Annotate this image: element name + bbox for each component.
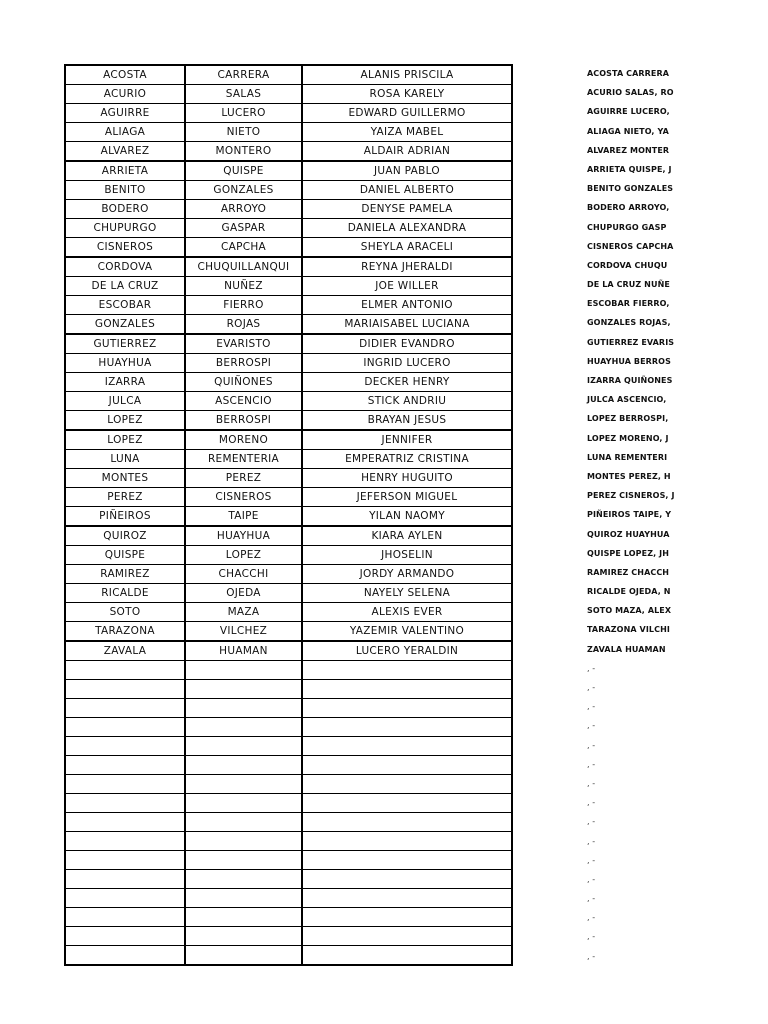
table-row bbox=[65, 296, 512, 315]
given-names-cell[interactable]: ALEXIS EVER bbox=[302, 603, 512, 622]
given-names-cell[interactable]: DECKER HENRY bbox=[302, 373, 512, 392]
maternal-surname-cell[interactable]: BERROSPI bbox=[185, 411, 302, 431]
concatenated-name: QUISPE LOPEZ, JH bbox=[587, 548, 669, 558]
paternal-surname-cell[interactable] bbox=[65, 775, 185, 794]
paternal-surname-cell[interactable] bbox=[65, 794, 185, 813]
table-row bbox=[65, 181, 512, 200]
concatenated-name: CORDOVA CHUQU bbox=[587, 260, 668, 270]
maternal-surname-cell[interactable] bbox=[185, 946, 302, 966]
maternal-surname-cell[interactable] bbox=[185, 889, 302, 908]
paternal-surname-cell[interactable]: QUIROZ bbox=[65, 526, 185, 546]
table-row bbox=[65, 200, 512, 219]
student-roster-table bbox=[64, 64, 513, 966]
concatenated-name: JULCA ASCENCIO, bbox=[587, 395, 667, 405]
concatenated-name: , - bbox=[587, 798, 596, 808]
maternal-surname-cell[interactable]: CARRERA bbox=[185, 65, 302, 85]
given-names-cell[interactable] bbox=[302, 718, 512, 737]
given-names-cell[interactable]: JORDY ARMANDO bbox=[302, 565, 512, 584]
concatenated-name: , - bbox=[587, 951, 596, 961]
paternal-surname-cell[interactable]: LOPEZ bbox=[65, 430, 185, 450]
empty-table-row bbox=[65, 794, 512, 813]
empty-table-row bbox=[65, 775, 512, 794]
given-names-cell[interactable]: REYNA JHERALDI bbox=[302, 257, 512, 277]
concatenated-name: ARRIETA QUISPE, J bbox=[587, 164, 672, 174]
given-names-cell[interactable]: LUCERO YERALDIN bbox=[302, 641, 512, 661]
paternal-surname-cell[interactable]: GONZALES bbox=[65, 315, 185, 335]
paternal-surname-cell[interactable]: AGUIRRE bbox=[65, 104, 185, 123]
maternal-surname-cell[interactable] bbox=[185, 908, 302, 927]
concatenated-name: , - bbox=[587, 855, 596, 865]
paternal-surname-cell[interactable]: BODERO bbox=[65, 200, 185, 219]
empty-table-row bbox=[65, 946, 512, 966]
paternal-surname-cell[interactable]: QUISPE bbox=[65, 546, 185, 565]
maternal-surname-cell[interactable]: EVARISTO bbox=[185, 334, 302, 354]
concatenated-name: CISNEROS CAPCHA bbox=[587, 241, 674, 251]
table-row bbox=[65, 104, 512, 123]
paternal-surname-cell[interactable]: RICALDE bbox=[65, 584, 185, 603]
table-row bbox=[65, 392, 512, 411]
table-row bbox=[65, 469, 512, 488]
given-names-cell[interactable] bbox=[302, 775, 512, 794]
paternal-surname-cell[interactable] bbox=[65, 661, 185, 680]
paternal-surname-cell[interactable]: GUTIERREZ bbox=[65, 334, 185, 354]
concatenated-name: TARAZONA VILCHI bbox=[587, 625, 670, 635]
paternal-surname-cell[interactable]: BENITO bbox=[65, 181, 185, 200]
given-names-cell[interactable]: DANIEL ALBERTO bbox=[302, 181, 512, 200]
paternal-surname-cell[interactable]: CORDOVA bbox=[65, 257, 185, 277]
table-row bbox=[65, 584, 512, 603]
empty-table-row bbox=[65, 737, 512, 756]
concatenated-name: RAMIREZ CHACCH bbox=[587, 567, 670, 577]
maternal-surname-cell[interactable] bbox=[185, 870, 302, 889]
concatenated-name: , - bbox=[587, 894, 596, 904]
given-names-cell[interactable]: MARIAISABEL LUCIANA bbox=[302, 315, 512, 335]
concatenated-name: ALVAREZ MONTER bbox=[587, 145, 670, 155]
paternal-surname-cell[interactable] bbox=[65, 680, 185, 699]
given-names-cell[interactable]: STICK ANDRIU bbox=[302, 392, 512, 411]
maternal-surname-cell[interactable]: SALAS bbox=[185, 85, 302, 104]
empty-table-row bbox=[65, 889, 512, 908]
concatenated-name: LUNA REMENTERI bbox=[587, 452, 668, 462]
concatenated-name: GUTIERREZ EVARIS bbox=[587, 337, 675, 347]
concatenated-name: DE LA CRUZ NUÑE bbox=[587, 280, 670, 290]
table-row bbox=[65, 430, 512, 450]
empty-table-row bbox=[65, 661, 512, 680]
paternal-surname-cell[interactable]: ALIAGA bbox=[65, 123, 185, 142]
maternal-surname-cell[interactable]: TAIPE bbox=[185, 507, 302, 527]
concatenated-name: ACURIO SALAS, RO bbox=[587, 88, 674, 98]
table-row bbox=[65, 507, 512, 527]
concatenated-name: , - bbox=[587, 778, 596, 788]
table-row bbox=[65, 315, 512, 335]
table-row bbox=[65, 257, 512, 277]
concatenated-name: PEREZ CISNEROS, J bbox=[587, 491, 675, 501]
concatenated-name: , - bbox=[587, 836, 596, 846]
given-names-cell[interactable]: DANIELA ALEXANDRA bbox=[302, 219, 512, 238]
concatenated-name: CHUPURGO GASP bbox=[587, 222, 667, 232]
paternal-surname-cell[interactable]: IZARRA bbox=[65, 373, 185, 392]
given-names-cell[interactable] bbox=[302, 756, 512, 775]
given-names-cell[interactable]: SHEYLA ARACELI bbox=[302, 238, 512, 258]
empty-table-row bbox=[65, 832, 512, 851]
paternal-surname-cell[interactable]: TARAZONA bbox=[65, 622, 185, 642]
paternal-surname-cell[interactable] bbox=[65, 756, 185, 775]
concatenated-name: SOTO MAZA, ALEX bbox=[587, 606, 672, 616]
given-names-cell[interactable] bbox=[302, 680, 512, 699]
concatenated-name: LOPEZ BERROSPI, bbox=[587, 414, 669, 424]
table-row bbox=[65, 565, 512, 584]
maternal-surname-cell[interactable]: CAPCHA bbox=[185, 238, 302, 258]
paternal-surname-cell[interactable]: CISNEROS bbox=[65, 238, 185, 258]
maternal-surname-cell[interactable] bbox=[185, 794, 302, 813]
maternal-surname-cell[interactable]: FIERRO bbox=[185, 296, 302, 315]
given-names-cell[interactable]: JHOSELIN bbox=[302, 546, 512, 565]
maternal-surname-cell[interactable]: MONTERO bbox=[185, 142, 302, 162]
empty-table-row bbox=[65, 908, 512, 927]
maternal-surname-cell[interactable] bbox=[185, 927, 302, 946]
empty-table-row bbox=[65, 718, 512, 737]
given-names-cell[interactable] bbox=[302, 870, 512, 889]
table-row bbox=[65, 488, 512, 507]
maternal-surname-cell[interactable] bbox=[185, 718, 302, 737]
paternal-surname-cell[interactable] bbox=[65, 870, 185, 889]
given-names-cell[interactable]: DENYSE PAMELA bbox=[302, 200, 512, 219]
table-row bbox=[65, 450, 512, 469]
given-names-cell[interactable] bbox=[302, 832, 512, 851]
maternal-surname-cell[interactable]: NUÑEZ bbox=[185, 277, 302, 296]
given-names-cell[interactable]: ALDAIR ADRIAN bbox=[302, 142, 512, 162]
maternal-surname-cell[interactable] bbox=[185, 813, 302, 832]
given-names-cell[interactable]: ALANIS PRISCILA bbox=[302, 65, 512, 85]
concatenated-name: BENITO GONZALES bbox=[587, 184, 674, 194]
paternal-surname-cell[interactable]: HUAYHUA bbox=[65, 354, 185, 373]
empty-table-row bbox=[65, 927, 512, 946]
maternal-surname-cell[interactable]: OJEDA bbox=[185, 584, 302, 603]
table-row bbox=[65, 161, 512, 181]
concatenated-name: , - bbox=[587, 874, 596, 884]
concatenated-name: , - bbox=[587, 721, 596, 731]
maternal-surname-cell[interactable]: MAZA bbox=[185, 603, 302, 622]
paternal-surname-cell[interactable] bbox=[65, 832, 185, 851]
concatenated-name: , - bbox=[587, 702, 596, 712]
maternal-surname-cell[interactable] bbox=[185, 661, 302, 680]
paternal-surname-cell[interactable]: ARRIETA bbox=[65, 161, 185, 181]
given-names-cell[interactable]: BRAYAN JESUS bbox=[302, 411, 512, 431]
table-row bbox=[65, 123, 512, 142]
paternal-surname-cell[interactable] bbox=[65, 908, 185, 927]
concatenated-name: AGUIRRE LUCERO, bbox=[587, 107, 670, 117]
roster-body bbox=[65, 65, 512, 965]
maternal-surname-cell[interactable]: LOPEZ bbox=[185, 546, 302, 565]
given-names-cell[interactable]: NAYELY SELENA bbox=[302, 584, 512, 603]
table-row bbox=[65, 373, 512, 392]
given-names-cell[interactable]: YAIZA MABEL bbox=[302, 123, 512, 142]
given-names-cell[interactable] bbox=[302, 794, 512, 813]
given-names-cell[interactable] bbox=[302, 699, 512, 718]
paternal-surname-cell[interactable]: SOTO bbox=[65, 603, 185, 622]
maternal-surname-cell[interactable]: LUCERO bbox=[185, 104, 302, 123]
maternal-surname-cell[interactable]: MORENO bbox=[185, 430, 302, 450]
paternal-surname-cell[interactable]: PIÑEIROS bbox=[65, 507, 185, 527]
concatenated-name: , - bbox=[587, 913, 596, 923]
maternal-surname-cell[interactable]: CISNEROS bbox=[185, 488, 302, 507]
paternal-surname-cell[interactable] bbox=[65, 813, 185, 832]
given-names-cell[interactable]: INGRID LUCERO bbox=[302, 354, 512, 373]
concatenated-name: , - bbox=[587, 932, 596, 942]
maternal-surname-cell[interactable]: PEREZ bbox=[185, 469, 302, 488]
paternal-surname-cell[interactable] bbox=[65, 737, 185, 756]
given-names-cell[interactable]: YAZEMIR VALENTINO bbox=[302, 622, 512, 642]
paternal-surname-cell[interactable]: PEREZ bbox=[65, 488, 185, 507]
table-row bbox=[65, 411, 512, 431]
maternal-surname-cell[interactable]: QUIÑONES bbox=[185, 373, 302, 392]
maternal-surname-cell[interactable]: VILCHEZ bbox=[185, 622, 302, 642]
given-names-cell[interactable]: YILAN NAOMY bbox=[302, 507, 512, 527]
maternal-surname-cell[interactable]: HUAMAN bbox=[185, 641, 302, 661]
maternal-surname-cell[interactable]: GASPAR bbox=[185, 219, 302, 238]
concatenated-name: BODERO ARROYO, bbox=[587, 203, 670, 213]
table-row bbox=[65, 334, 512, 354]
given-names-cell[interactable] bbox=[302, 813, 512, 832]
paternal-surname-cell[interactable]: CHUPURGO bbox=[65, 219, 185, 238]
paternal-surname-cell[interactable]: LUNA bbox=[65, 450, 185, 469]
given-names-cell[interactable]: ELMER ANTONIO bbox=[302, 296, 512, 315]
table-row bbox=[65, 641, 512, 661]
table-row bbox=[65, 354, 512, 373]
paternal-surname-cell[interactable]: RAMIREZ bbox=[65, 565, 185, 584]
given-names-cell[interactable]: JEFERSON MIGUEL bbox=[302, 488, 512, 507]
maternal-surname-cell[interactable]: ASCENCIO bbox=[185, 392, 302, 411]
concatenated-name: LOPEZ MORENO, J bbox=[587, 433, 669, 443]
paternal-surname-cell[interactable]: ALVAREZ bbox=[65, 142, 185, 162]
maternal-surname-cell[interactable]: QUISPE bbox=[185, 161, 302, 181]
concatenated-name: MONTES PEREZ, H bbox=[587, 471, 671, 481]
paternal-surname-cell[interactable]: JULCA bbox=[65, 392, 185, 411]
empty-table-row bbox=[65, 813, 512, 832]
concatenated-name: HUAYHUA BERROS bbox=[587, 356, 671, 366]
paternal-surname-cell[interactable] bbox=[65, 889, 185, 908]
paternal-surname-cell[interactable]: ACURIO bbox=[65, 85, 185, 104]
maternal-surname-cell[interactable]: ROJAS bbox=[185, 315, 302, 335]
table-row bbox=[65, 85, 512, 104]
maternal-surname-cell[interactable]: BERROSPI bbox=[185, 354, 302, 373]
maternal-surname-cell[interactable]: NIETO bbox=[185, 123, 302, 142]
paternal-surname-cell[interactable]: MONTES bbox=[65, 469, 185, 488]
maternal-surname-cell[interactable] bbox=[185, 737, 302, 756]
paternal-surname-cell[interactable] bbox=[65, 851, 185, 870]
concatenated-name: , - bbox=[587, 683, 596, 692]
table-row bbox=[65, 277, 512, 296]
given-names-cell[interactable] bbox=[302, 851, 512, 870]
maternal-surname-cell[interactable]: HUAYHUA bbox=[185, 526, 302, 546]
maternal-surname-cell[interactable] bbox=[185, 832, 302, 851]
table-row bbox=[65, 546, 512, 565]
concatenated-name: , - bbox=[587, 663, 596, 673]
concatenated-name: RICALDE OJEDA, N bbox=[587, 587, 671, 597]
paternal-surname-cell[interactable] bbox=[65, 718, 185, 737]
table-row bbox=[65, 142, 512, 162]
concatenated-name: QUIROZ HUAYHUA bbox=[587, 529, 670, 539]
paternal-surname-cell[interactable]: DE LA CRUZ bbox=[65, 277, 185, 296]
paternal-surname-cell[interactable]: ZAVALA bbox=[65, 641, 185, 661]
table-row bbox=[65, 622, 512, 642]
table-row bbox=[65, 65, 512, 85]
paternal-surname-cell[interactable] bbox=[65, 927, 185, 946]
given-names-cell[interactable]: EMPERATRIZ CRISTINA bbox=[302, 450, 512, 469]
maternal-surname-cell[interactable] bbox=[185, 680, 302, 699]
given-names-cell[interactable] bbox=[302, 661, 512, 680]
maternal-surname-cell[interactable] bbox=[185, 756, 302, 775]
maternal-surname-cell[interactable]: REMENTERIA bbox=[185, 450, 302, 469]
maternal-surname-cell[interactable]: CHACCHI bbox=[185, 565, 302, 584]
concatenated-name: , - bbox=[587, 740, 596, 750]
paternal-surname-cell[interactable] bbox=[65, 699, 185, 718]
concatenated-name: ACOSTA CARRERA bbox=[587, 69, 670, 78]
empty-table-row bbox=[65, 870, 512, 889]
given-names-cell[interactable] bbox=[302, 889, 512, 908]
given-names-cell[interactable] bbox=[302, 927, 512, 946]
concatenated-names-column bbox=[587, 64, 675, 966]
maternal-surname-cell[interactable] bbox=[185, 699, 302, 718]
given-names-cell[interactable] bbox=[302, 946, 512, 966]
paternal-surname-cell[interactable]: ESCOBAR bbox=[65, 296, 185, 315]
paternal-surname-cell[interactable]: ACOSTA bbox=[65, 65, 185, 85]
concatenated-name: , - bbox=[587, 817, 596, 827]
given-names-cell[interactable]: JOE WILLER bbox=[302, 277, 512, 296]
maternal-surname-cell[interactable]: GONZALES bbox=[185, 181, 302, 200]
maternal-surname-cell[interactable]: CHUQUILLANQUI bbox=[185, 257, 302, 277]
concatenated-name: ALIAGA NIETO, YA bbox=[587, 126, 669, 136]
empty-table-row bbox=[65, 680, 512, 699]
empty-table-row bbox=[65, 699, 512, 718]
paternal-surname-cell[interactable] bbox=[65, 946, 185, 966]
concatenated-name: GONZALES ROJAS, bbox=[587, 318, 671, 328]
given-names-cell[interactable] bbox=[302, 908, 512, 927]
given-names-cell[interactable] bbox=[302, 737, 512, 756]
given-names-cell[interactable]: ROSA KARELY bbox=[302, 85, 512, 104]
paternal-surname-cell[interactable]: LOPEZ bbox=[65, 411, 185, 431]
table-row bbox=[65, 219, 512, 238]
given-names-cell[interactable]: EDWARD GUILLERMO bbox=[302, 104, 512, 123]
concatenated-name: PIÑEIROS TAIPE, Y bbox=[587, 510, 672, 520]
concatenated-name: IZARRA QUIÑONES bbox=[587, 376, 673, 385]
concatenated-name: ZAVALA HUAMAN bbox=[587, 644, 666, 654]
table-row bbox=[65, 238, 512, 258]
concatenated-name: ESCOBAR FIERRO, bbox=[587, 299, 670, 309]
empty-table-row bbox=[65, 756, 512, 775]
maternal-surname-cell[interactable]: ARROYO bbox=[185, 200, 302, 219]
given-names-cell[interactable]: JUAN PABLO bbox=[302, 161, 512, 181]
table-row bbox=[65, 603, 512, 622]
given-names-cell[interactable]: HENRY HUGUITO bbox=[302, 469, 512, 488]
maternal-surname-cell[interactable] bbox=[185, 851, 302, 870]
concatenated-name: , - bbox=[587, 759, 596, 769]
empty-table-row bbox=[65, 851, 512, 870]
given-names-cell[interactable]: JENNIFER bbox=[302, 430, 512, 450]
given-names-cell[interactable]: DIDIER EVANDRO bbox=[302, 334, 512, 354]
given-names-cell[interactable]: KIARA AYLEN bbox=[302, 526, 512, 546]
table-row bbox=[65, 526, 512, 546]
maternal-surname-cell[interactable] bbox=[185, 775, 302, 794]
